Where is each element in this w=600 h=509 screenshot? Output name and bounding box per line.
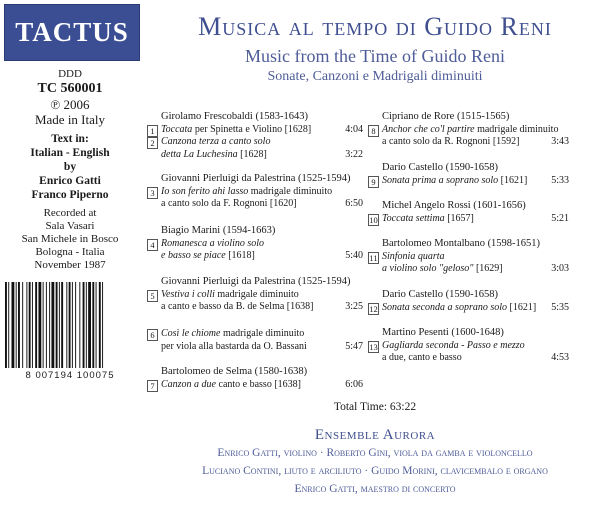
barcode-bar: [5, 282, 7, 368]
track-2: [147, 136, 363, 161]
work-title: Così le chiome madrigale diminuito: [161, 328, 305, 339]
barcode-bar: [12, 282, 15, 368]
barcode-bar: [92, 282, 94, 368]
track-duration: 4:53: [551, 352, 569, 363]
recording-line: Sala Vasari: [45, 220, 95, 232]
track-1: [147, 111, 363, 136]
track-12: [368, 289, 586, 314]
composer: Biagio Marini (1594-1663): [161, 225, 276, 236]
track-11: [368, 238, 586, 276]
barcode-bar: [18, 282, 20, 368]
track-duration: 6:50: [345, 198, 363, 209]
track-number: 2: [147, 137, 158, 149]
performers-line-2: Luciano Contini, liuto e arciliuto · Guido Morini, clavicembalo e organo: [202, 465, 548, 477]
track-number: 13: [369, 341, 378, 352]
barcode-bar: [32, 282, 33, 368]
text-in-label: Text in:: [51, 133, 89, 145]
composer: Girolamo Frescobaldi (1583-1643): [161, 111, 308, 122]
work-title: Toccata per Spinetta e Violino [1628]: [161, 123, 312, 135]
track-duration: 5:40: [345, 250, 363, 261]
track-number: 6: [147, 329, 158, 341]
work-title: Toccata settima [1657]: [382, 212, 474, 224]
text-languages: Italian - English: [30, 147, 110, 159]
track-duration: 3:43: [551, 136, 569, 147]
work-title: Canzon a due canto e basso [1638]: [161, 378, 301, 390]
track-number: 1: [147, 125, 158, 137]
composer: Michel Angelo Rossi (1601-1656): [382, 200, 526, 211]
track-duration: 3:22: [345, 148, 363, 160]
track-number: 4: [147, 239, 158, 251]
barcode-bar: [75, 282, 76, 368]
barcode-bar: [66, 282, 67, 368]
barcode-bar: [79, 282, 80, 368]
barcode-bar: [102, 282, 103, 368]
barcode-bar: [61, 282, 63, 368]
barcode-bar: [86, 282, 87, 368]
text-author-2: Franco Piperno: [31, 189, 109, 201]
barcode-number: 8 007194 100075: [25, 370, 115, 381]
work-title: Sinfonia quarta: [382, 250, 445, 262]
performers-line-3: Enrico Gatti, maestro di concerto: [294, 483, 456, 495]
track-8: [368, 111, 586, 149]
track-number: 9: [368, 176, 379, 188]
left-info-column: [0, 68, 140, 272]
text-author-1: Enrico Gatti: [39, 175, 101, 187]
composer: Giovanni Pierluigi da Palestrina (1525-1594): [161, 276, 351, 287]
work-title: Io son ferito ahi lasso madrigale diminuito: [161, 185, 333, 197]
work-title: Sonata prima a soprano solo [1621]: [382, 174, 528, 186]
barcode-bar: [8, 282, 9, 368]
barcode-bar: [51, 282, 54, 368]
barcode-bar: [72, 282, 73, 368]
work-title: Sonata seconda a soprano solo [1621]: [382, 301, 537, 313]
barcode-bar: [26, 282, 27, 368]
album-subsubtitle: Sonate, Canzoni e Madrigali diminuiti: [267, 69, 483, 84]
track-duration: 6:06: [345, 378, 363, 390]
composer: Giovanni Pierluigi da Palestrina (1525-1594): [161, 173, 351, 184]
track-13: [368, 327, 586, 365]
performers-line-1: Enrico Gatti, violino · Roberto Gini, viola da gamba e violoncello: [217, 447, 533, 459]
track-duration: 3:03: [551, 263, 569, 274]
composer: Dario Castello (1590-1658): [382, 162, 499, 173]
work-title: Gagliarda seconda - Passo e mezzo: [382, 339, 525, 351]
track-number: 12: [369, 303, 378, 314]
track-10: [368, 200, 586, 225]
barcode-bar: [16, 282, 17, 368]
track-number: 8: [368, 125, 379, 137]
work-title: Canzona terza a canto solo: [161, 136, 271, 147]
barcode-bar: [43, 282, 44, 368]
catalog-number: TC 560001: [37, 81, 103, 96]
recording-line: Bologna - Italia: [35, 246, 105, 258]
album-subtitle: Music from the Time of Guido Reni: [245, 46, 505, 66]
copyright-year: ℗ 2006: [50, 97, 90, 112]
composer: Bartolomeo Montalbano (1598-1651): [382, 238, 541, 249]
track-duration: 5:21: [551, 212, 569, 224]
barcode-bar: [35, 282, 37, 368]
work-detail: e basso se piace [1618]: [161, 250, 255, 261]
track-number: 10: [369, 214, 378, 225]
composer: Martino Pesenti (1600-1648): [382, 327, 504, 338]
barcode-bar: [46, 282, 47, 368]
work-detail: a canto solo da F. Rognoni [1620]: [161, 198, 297, 209]
barcode-bar: [59, 282, 60, 368]
recording-line: November 1987: [34, 259, 106, 271]
track-number: 11: [369, 252, 378, 263]
track-duration: 5:47: [345, 340, 363, 352]
recording-line: Recorded at: [43, 207, 97, 219]
work-detail: a canto e basso da B. de Selma [1638]: [161, 301, 314, 312]
barcode-bar: [56, 282, 58, 368]
track-6: [147, 328, 363, 353]
composer: Dario Castello (1590-1658): [382, 289, 499, 300]
work-title: Anchor che co'l partire madrigale diminuito: [382, 123, 559, 135]
made-in: Made in Italy: [34, 112, 106, 127]
barcode-bar: [38, 282, 41, 368]
composer: Cipriano de Rore (1515-1565): [382, 111, 510, 122]
work-title: Vestiva i colli madrigale diminuito: [161, 288, 299, 300]
track-number: 3: [147, 187, 158, 199]
composer: Bartolomeo de Selma (1580-1638): [161, 366, 308, 377]
track-3: [147, 173, 363, 211]
tactus-logo: TACTUS: [4, 4, 140, 61]
track-5: [147, 276, 363, 314]
barcode: [3, 282, 137, 368]
total-time: Total Time: 63:22: [333, 401, 417, 413]
work-title: Romanesca a violino solo: [161, 237, 265, 249]
work-detail: a due, canto e basso: [382, 352, 462, 363]
track-9: [368, 162, 586, 187]
ensemble-name: Ensemble Aurora: [314, 427, 436, 443]
track-duration: 3:25: [345, 301, 363, 312]
barcode-bar: [88, 282, 91, 368]
work-detail: detta La Luchesina [1628]: [161, 148, 267, 160]
track-duration: 4:04: [345, 123, 363, 135]
track-4: [147, 225, 363, 263]
ddd-code: DDD: [58, 68, 82, 80]
text-by: by: [63, 161, 77, 173]
work-detail: a violino solo "geloso" [1629]: [382, 263, 503, 274]
barcode-bar: [29, 282, 31, 368]
track-7: [147, 366, 363, 391]
barcode-bar: [69, 282, 71, 368]
track-duration: 5:33: [551, 174, 569, 186]
barcode-bar: [22, 282, 23, 368]
barcode-bar: [99, 282, 101, 368]
track-duration: 5:35: [551, 301, 569, 313]
track-number: 5: [147, 290, 158, 302]
work-detail: per viola alla bastarda da O. Bassani: [161, 340, 307, 352]
barcode-bar: [96, 282, 97, 368]
track-number: 7: [147, 380, 158, 392]
recording-line: San Michele in Bosco: [21, 233, 119, 245]
barcode-bar: [83, 282, 85, 368]
album-title: Musica al tempo di Guido Reni: [198, 12, 552, 41]
barcode-bar: [49, 282, 50, 368]
work-detail: a canto solo da R. Rognoni [1592]: [382, 136, 520, 147]
